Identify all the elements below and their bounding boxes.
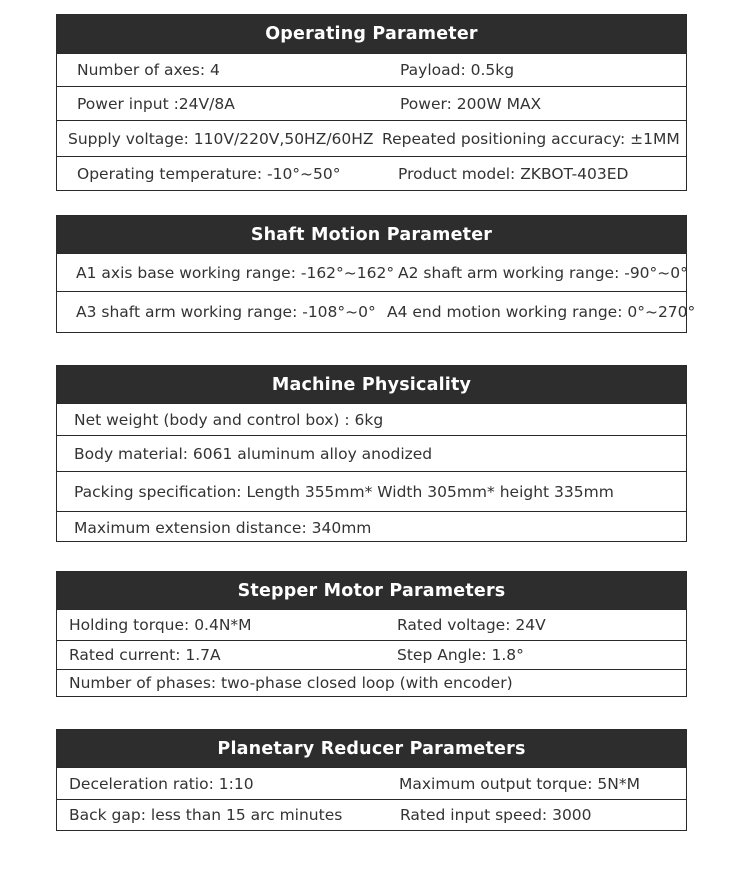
table-cell: Rated voltage: 24V [397, 616, 546, 634]
stepper-motor-parameters-table [56, 571, 687, 697]
table-row [57, 291, 696, 332]
table-cell: Packing specification: Length 355mm* Width 305mm* height 335mm [74, 482, 614, 501]
table-cell: Maximum extension distance: 340mm [74, 518, 372, 537]
table-cell: Holding torque: 0.4N*M [69, 616, 252, 634]
table-row [57, 53, 686, 86]
shaft-motion-parameter-title: Shaft Motion Parameter [57, 216, 686, 253]
table-cell: Step Angle: 1.8° [397, 646, 524, 664]
table-cell: Rated input speed: 3000 [400, 806, 592, 824]
table-cell: Rated current: 1.7A [69, 646, 221, 664]
table-cell: Deceleration ratio: 1:10 [69, 774, 254, 793]
machine-physicality-table [56, 365, 687, 542]
table-cell: Body material: 6061 aluminum alloy anodized [74, 444, 433, 463]
planetary-reducer-parameters-title: Planetary Reducer Parameters [57, 730, 686, 767]
shaft-motion-parameter-table [56, 215, 696, 333]
table-row [57, 609, 686, 640]
stepper-motor-parameters-title: Stepper Motor Parameters [57, 572, 686, 609]
table-row [57, 471, 686, 511]
operating-parameter-table [56, 14, 687, 191]
table-cell: Number of phases: two-phase closed loop (with encoder) [69, 674, 513, 692]
table-cell: Maximum output torque: 5N*M [399, 774, 640, 793]
table-cell: Product model: ZKBOT-403ED [398, 164, 629, 183]
table-cell: Net weight (body and control box) : 6kg [74, 410, 384, 429]
table-cell: A2 shaft arm working range: -90°~0° [398, 263, 688, 282]
table-cell: A4 end motion working range: 0°~270° [387, 303, 696, 321]
table-cell: Repeated positioning accuracy: ±1MM [382, 129, 680, 148]
table-row [57, 767, 686, 799]
table-row [57, 511, 686, 543]
table-row [57, 120, 686, 156]
table-cell: Back gap: less than 15 arc minutes [69, 806, 343, 824]
table-row [57, 86, 686, 120]
table-row [57, 640, 686, 669]
table-cell: A1 axis base working range: -162°~162° [76, 263, 395, 282]
machine-physicality-title: Machine Physicality [57, 366, 686, 403]
table-row [57, 156, 686, 190]
table-row [57, 435, 686, 471]
table-cell: Number of axes: 4 [77, 61, 220, 79]
table-cell: Operating temperature: -10°~50° [77, 164, 341, 183]
planetary-reducer-parameters-table [56, 729, 687, 831]
table-cell: Power: 200W MAX [400, 94, 542, 113]
table-cell: Power input :24V/8A [77, 94, 235, 113]
table-row [57, 669, 686, 696]
table-row [57, 403, 686, 435]
table-row [57, 253, 686, 291]
table-cell: A3 shaft arm working range: -108°~0° [76, 303, 376, 321]
table-cell: Payload: 0.5kg [400, 61, 515, 79]
table-cell: Supply voltage: 110V/220V,50HZ/60HZ [68, 129, 374, 148]
table-row [57, 799, 686, 830]
operating-parameter-title: Operating Parameter [57, 15, 686, 53]
